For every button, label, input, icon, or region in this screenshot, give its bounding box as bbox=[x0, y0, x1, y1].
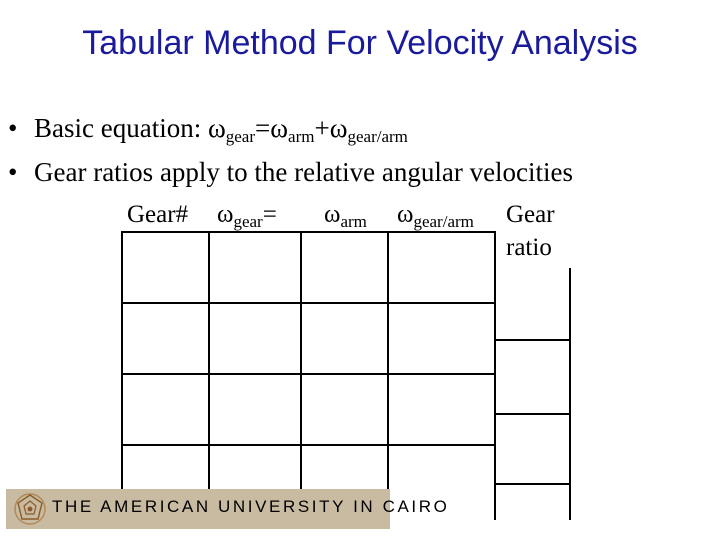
table-column-divider bbox=[300, 231, 302, 489]
subscript-arm: arm bbox=[288, 127, 315, 146]
gear-ratio-row-divider bbox=[494, 483, 571, 485]
bullet-basic-equation bbox=[8, 112, 408, 153]
header-gear-number: Gear# bbox=[127, 201, 189, 228]
table-row-divider bbox=[121, 373, 496, 375]
omega-symbol: ω bbox=[207, 113, 226, 143]
table-column-divider bbox=[208, 231, 210, 489]
slide-title: Tabular Method For Velocity Analysis bbox=[82, 24, 638, 62]
table-column-divider bbox=[121, 231, 123, 489]
header-gear-ratio-line2: ratio bbox=[506, 234, 552, 261]
bullet-text: Gear ratios apply to the relative angular velocities bbox=[34, 157, 574, 187]
table-column-divider bbox=[387, 231, 389, 489]
table-row-divider bbox=[121, 302, 496, 304]
bullet-prefix: Basic equation: bbox=[34, 113, 208, 143]
table-column-divider bbox=[494, 231, 496, 520]
omega-symbol: ω bbox=[324, 201, 341, 228]
omega-symbol: ω bbox=[397, 201, 414, 228]
bullet-gear-ratios bbox=[8, 156, 573, 188]
omega-symbol: ω bbox=[217, 201, 234, 228]
subscript-gear-arm: gear/arm bbox=[347, 127, 408, 146]
table-top-border bbox=[121, 231, 496, 233]
omega-symbol: ω bbox=[329, 113, 348, 143]
university-name: THE AMERICAN UNIVERSITY IN CAIRO bbox=[52, 497, 450, 516]
university-logo-banner bbox=[6, 489, 450, 529]
omega-symbol: ω bbox=[270, 113, 289, 143]
subscript-arm: arm bbox=[340, 212, 367, 231]
gear-ratio-row-divider bbox=[494, 413, 571, 415]
equals-sign: = bbox=[255, 113, 271, 143]
bullet-marker: • bbox=[8, 113, 18, 143]
table-row-divider bbox=[121, 444, 496, 446]
plus-sign: + bbox=[314, 113, 330, 143]
subscript-gear-arm: gear/arm bbox=[413, 212, 474, 231]
university-seal-icon bbox=[12, 491, 48, 527]
subscript-gear: gear bbox=[225, 127, 256, 146]
header-gear-ratio-line1: Gear bbox=[506, 201, 555, 228]
equals-sign: = bbox=[262, 201, 277, 228]
subscript-gear: gear bbox=[233, 212, 263, 231]
bullet-marker: • bbox=[8, 157, 18, 187]
gear-ratio-row-divider bbox=[494, 339, 571, 341]
